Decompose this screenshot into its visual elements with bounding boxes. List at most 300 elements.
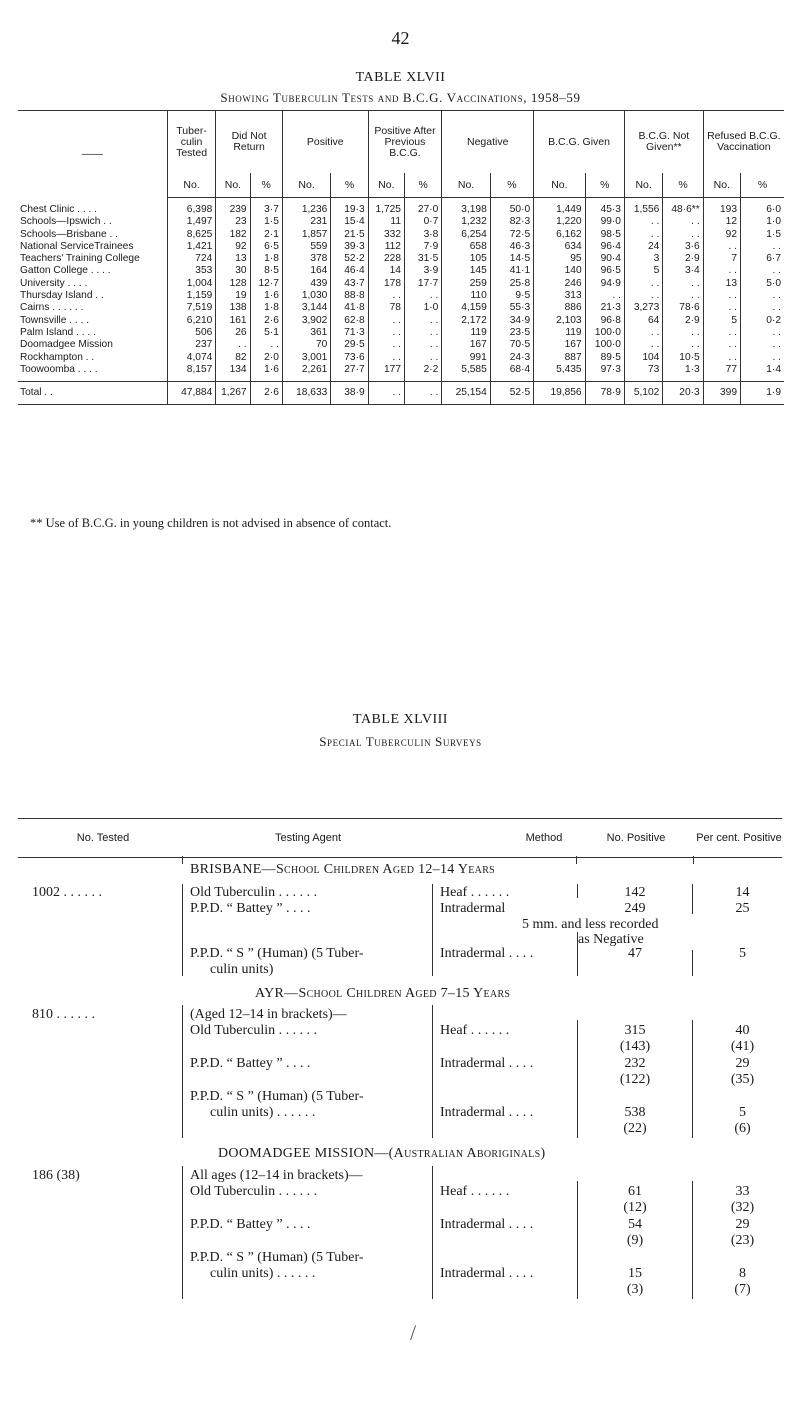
table-cell: 99·0 [585,216,624,228]
table-cell: 70·5 [490,339,533,351]
table-cell: 82 [216,352,250,364]
s1-agent-3a: P.P.D. “ S ” (Human) (5 Tuber- [190,946,364,961]
table-cell: 246 [534,278,585,290]
sub-header: No. [624,173,662,198]
table-cell: 25·8 [490,278,533,290]
s2-agent-3a: P.P.D. “ S ” (Human) (5 Tuber- [190,1089,364,1104]
table-cell: 19 [216,290,250,302]
table-cell: 2·2 [404,364,441,382]
s2-pos-1: 315 [624,1023,646,1038]
s2-agent-3b: culin units) . . . . . . [210,1105,316,1120]
table-cell: 12·7 [250,278,282,290]
row-label: Palm Island . . . . [20,326,96,338]
table-cell: 1·8 [250,253,282,265]
table-cell: 6,398 [167,198,215,217]
table-cell: 178 [368,278,404,290]
table-cell: 92 [216,241,250,253]
table-48-title: TABLE XLVIII [353,712,448,727]
s2-pos-1-bracket: (143) [619,1039,651,1054]
s3-pos-2-bracket: (9) [626,1233,644,1248]
sub-header: No. [442,173,490,198]
table-cell: 96·8 [585,315,624,327]
table-cell: 1,220 [534,216,585,228]
table-cell: . . [741,290,785,302]
header-method: Method [525,831,563,844]
table-cell: . . [703,339,740,351]
table-cell: 52·5 [490,382,533,405]
table-cell: 237 [167,339,215,351]
col-header-refused: Refused B.C.G. Vaccination [703,111,784,174]
table-cell: 6,210 [167,315,215,327]
s3-method-3: Intradermal . . . . [440,1266,534,1281]
table-cell: 399 [703,382,740,405]
table-cell: 96·5 [585,265,624,277]
table-cell: . . [703,290,740,302]
row-label: Schools—Ipswich . . [20,216,112,228]
table-cell: 24 [624,241,662,253]
s1-no-tested: 1002 . . . . . . [32,885,102,900]
table-cell: . . [624,216,662,228]
table-cell: 48·6** [663,198,703,217]
table-cell: 34·9 [490,315,533,327]
table-cell: . . [585,290,624,302]
table-cell: . . [624,229,662,241]
rule [692,884,693,914]
table-cell: 3,001 [282,352,330,364]
row-label: Schools—Brisbane . . [20,228,118,240]
s3-agent-2: P.P.D. “ Battey ” . . . . [190,1217,311,1232]
table-cell: 27·7 [331,364,368,382]
s2-method-3: Intradermal . . . . [440,1105,534,1120]
table-cell: 19·3 [331,198,368,217]
table-cell: 13 [703,278,740,290]
table-cell: . . [404,352,441,364]
table-cell: 167 [534,339,585,351]
table-row [18,253,784,265]
table-cell: 1,267 [216,382,250,405]
table-cell: 12 [703,216,740,228]
s1-method-1: Heaf . . . . . . [440,885,510,900]
table-cell: 1,421 [167,241,215,253]
table-cell: 3 [624,253,662,265]
table-cell: 5,585 [442,364,490,382]
section-title-main: BRISBANE— [190,862,276,877]
table-cell: . . [404,382,441,405]
table-cell: 119 [442,327,490,339]
table-47-subtitle: Showing Tuberculin Tests and B.C.G. Vaccinations, 1958–59 [220,90,581,105]
table-cell: 134 [216,364,250,382]
table-cell: 23·5 [490,327,533,339]
col-header-positive: Positive [282,111,368,174]
table-cell: 658 [442,241,490,253]
table-row [18,278,784,290]
table-row [18,229,784,241]
table-cell: 119 [534,327,585,339]
header-no-tested: No. Tested [76,831,130,844]
s2-pct-3: 5 [739,1105,746,1120]
s3-no-tested: 186 (38) [32,1168,80,1183]
table-cell: 52·2 [331,253,368,265]
table-cell: 96·4 [585,241,624,253]
header-testing-agent: Testing Agent [274,831,342,844]
table-cell: 55·3 [490,302,533,314]
table-cell: 20·3 [663,382,703,405]
s2-pos-2: 232 [624,1056,646,1071]
stub-header: —— [18,111,167,198]
table-cell: 21·5 [331,229,368,241]
table-cell: 100·0 [585,327,624,339]
table-cell: 31·5 [404,253,441,265]
table-cell: 68·4 [490,364,533,382]
table-cell: 47,884 [167,382,215,405]
s3-pct-2: 29 [735,1217,750,1232]
table-cell: 1,725 [368,198,404,217]
table-cell: 3,273 [624,302,662,314]
s2-pct-2-bracket: (35) [730,1072,755,1087]
table-cell: 29·5 [331,339,368,351]
table-47-header-row [18,111,784,174]
table-cell: . . [663,216,703,228]
total-row [18,382,784,405]
table-cell: 45·3 [585,198,624,217]
s2-pct-3-bracket: (6) [734,1121,751,1136]
s1-agent-1: Old Tuberculin . . . . . . [190,885,318,900]
table-cell: 98·5 [585,229,624,241]
table-cell: . . [216,339,250,351]
table-cell: . . [404,327,441,339]
s3-agent-3b: culin units) . . . . . . [210,1266,316,1281]
s1-pos-3: 47 [628,946,642,961]
rule [692,1020,693,1138]
table-cell: 313 [534,290,585,302]
table-cell: 112 [368,241,404,253]
table-cell: 7·9 [404,241,441,253]
table-cell: 228 [368,253,404,265]
table-cell: 46·3 [490,241,533,253]
s3-pos-3-bracket: (3) [626,1282,644,1297]
sub-header: % [490,173,533,198]
row-label: University . . . . [20,277,88,289]
table-row [18,302,784,314]
row-label: Toowoomba . . . . [20,363,98,375]
table-cell: 78 [368,302,404,314]
table-cell: 82·3 [490,216,533,228]
table-cell: 72·5 [490,229,533,241]
table-cell: 3,144 [282,302,330,314]
table-cell: . . [624,339,662,351]
table-cell: 10·5 [663,352,703,364]
table-cell: 5·1 [250,327,282,339]
s1-agent-2: P.P.D. “ Battey ” . . . . [190,901,311,916]
s1-note-1: 5 mm. and less recorded [522,917,659,932]
table-cell: 78·6 [663,302,703,314]
table-cell: 11 [368,216,404,228]
table-cell: 361 [282,327,330,339]
table-cell: . . [663,278,703,290]
table-cell: 6·5 [250,241,282,253]
rule [576,856,577,864]
rule [577,884,578,898]
row-label: Doomadgee Mission [20,339,113,351]
table-cell: . . [624,290,662,302]
table-cell: 138 [216,302,250,314]
table-cell: 724 [167,253,215,265]
s3-pct-1-bracket: (32) [730,1200,755,1215]
table-cell: 259 [442,278,490,290]
table-cell: 1,449 [534,198,585,217]
s2-agent-1: Old Tuberculin . . . . . . [190,1023,318,1038]
table-cell: 73 [624,364,662,382]
table-cell: 19,856 [534,382,585,405]
table-cell: 7 [703,253,740,265]
table-cell: 161 [216,315,250,327]
table-cell: 41·1 [490,265,533,277]
table-cell: 14·5 [490,253,533,265]
table-cell: 128 [216,278,250,290]
table-cell: 38·9 [331,382,368,405]
section-title-main: AYR— [255,986,299,1001]
table-cell: 1,159 [167,290,215,302]
s3-pct-3: 8 [739,1266,746,1281]
table-cell: 70 [282,339,330,351]
rule [432,884,433,976]
table-cell: 71·3 [331,327,368,339]
table-cell: 1·8 [250,302,282,314]
table-cell: . . [741,265,785,277]
rule [432,1166,433,1299]
table-cell: 0·7 [404,216,441,228]
s1-method-2: Intradermal [440,901,506,916]
header-per-cent-positive: Per cent. Positive [696,831,782,844]
table-cell: 97·3 [585,364,624,382]
table-cell: 1·3 [663,364,703,382]
s1-pct-3: 5 [739,946,746,961]
table-cell: . . [703,241,740,253]
table-cell: 14 [368,265,404,277]
table-cell: . . [663,229,703,241]
table-cell: 8,625 [167,229,215,241]
section-title-sc: Australian Aboriginals [393,1146,541,1161]
table-cell: 5·0 [741,278,785,290]
table-cell: 1·6 [250,290,282,302]
table-cell: 3·4 [663,265,703,277]
table-cell: 88·8 [331,290,368,302]
rule [432,1005,433,1138]
table-cell: 24·3 [490,352,533,364]
table-row [18,241,784,253]
sub-header: % [741,173,785,198]
table-cell: . . [404,290,441,302]
table-cell: 4,074 [167,352,215,364]
table-cell: 559 [282,241,330,253]
sub-header: % [331,173,368,198]
table-cell: 100·0 [585,339,624,351]
sub-header: No. [216,173,250,198]
table-cell: 1·0 [404,302,441,314]
table-cell: 231 [282,216,330,228]
rule [692,1181,693,1299]
rule [182,884,183,976]
s3-agent-3a: P.P.D. “ S ” (Human) (5 Tuber- [190,1250,364,1265]
table-cell: 886 [534,302,585,314]
table-cell: 164 [282,265,330,277]
table-cell: 95 [534,253,585,265]
table-cell: 5 [624,265,662,277]
table-cell: . . [368,382,404,405]
table-cell: 3·6 [663,241,703,253]
s1-pos-1: 142 [624,885,646,900]
section-brisbane-title [190,862,495,878]
table-cell: 94·9 [585,278,624,290]
row-label: Teachers' Training College [20,253,140,265]
s2-pct-2: 29 [735,1056,750,1071]
header-no-positive: No. Positive [606,831,666,844]
table-cell: 64 [624,315,662,327]
table-cell: . . [741,241,785,253]
table-cell: 77 [703,364,740,382]
table-cell: . . [368,339,404,351]
table-cell: 0·2 [741,315,785,327]
table-cell: 92 [703,229,740,241]
row-label: Gatton College . . . . [20,265,111,277]
table-row [18,290,784,302]
table-row [18,364,784,382]
table-cell: 506 [167,327,215,339]
table-cell: 25,154 [442,382,490,405]
table-47 [18,110,784,405]
s2-pct-1: 40 [735,1023,750,1038]
table-cell: 182 [216,229,250,241]
table-cell: 27·0 [404,198,441,217]
s2-pos-2-bracket: (122) [619,1072,651,1087]
section-title-main: DOOMADGEE MISSION—( [218,1146,394,1161]
table-cell: 13 [216,253,250,265]
section-title-sc: School Children Aged 7–15 Years [298,986,511,1001]
table-cell: 50·0 [490,198,533,217]
table-cell: . . [703,302,740,314]
s1-pct-1: 14 [735,885,750,900]
table-cell: 2·6 [250,315,282,327]
table-cell: 2·9 [663,315,703,327]
table-cell: 1,236 [282,198,330,217]
table-cell: 46·4 [331,265,368,277]
row-label: Townsville . . . . [20,314,90,326]
section-doomadgee-title [218,1146,545,1162]
s3-pct-1: 33 [735,1184,750,1199]
table-row [18,339,784,351]
table-cell: 15·4 [331,216,368,228]
table-cell: 2·1 [250,229,282,241]
table-cell: 1,004 [167,278,215,290]
table-47-footnote: ** Use of B.C.G. in young children is not advised in absence of contact. [30,516,392,530]
section-title-end: ) [540,1146,546,1161]
table-cell: . . [663,327,703,339]
table-cell: . . [368,352,404,364]
table-cell: 73·6 [331,352,368,364]
col-header-bcg-not-given: B.C.G. Not Given** [624,111,703,174]
table-cell: . . [368,327,404,339]
s2-method-2: Intradermal . . . . [440,1056,534,1071]
rule [693,856,694,864]
table-cell: . . [624,327,662,339]
table-cell: 1·4 [741,364,785,382]
s2-pos-3: 538 [624,1105,646,1120]
table-cell: 1·9 [741,382,785,405]
table-cell: 2·6 [250,382,282,405]
table-cell: 1,497 [167,216,215,228]
table-cell: 239 [216,198,250,217]
table-cell: 105 [442,253,490,265]
s2-intro: (Aged 12–14 in brackets)— [190,1007,347,1022]
table-cell: 17·7 [404,278,441,290]
table-cell: 1,030 [282,290,330,302]
table-cell: 39·3 [331,241,368,253]
s2-method-1: Heaf . . . . . . [440,1023,510,1038]
table-cell: 353 [167,265,215,277]
table-cell: 3·9 [404,265,441,277]
row-label: Total . . [18,382,167,405]
sub-header: % [404,173,441,198]
table-row [18,265,784,277]
table-cell: 4,159 [442,302,490,314]
table-47-body [18,198,784,405]
table-cell: . . [741,302,785,314]
sub-header: % [250,173,282,198]
table-cell: 3·8 [404,229,441,241]
page-number: 42 [391,28,410,48]
row-label: Thursday Island . . [20,290,104,302]
table-cell: 6,162 [534,229,585,241]
table-cell: 1·6 [250,364,282,382]
table-cell: 110 [442,290,490,302]
row-label: Cairns . . . . . . [20,302,84,314]
s1-method-3: Intradermal . . . . [440,946,534,961]
sub-header: No. [368,173,404,198]
table-cell: 887 [534,352,585,364]
table-cell: . . [368,290,404,302]
table-cell: 89·5 [585,352,624,364]
s3-method-1: Heaf . . . . . . [440,1184,510,1199]
s3-pos-1: 61 [628,1184,642,1199]
table-cell: . . [741,352,785,364]
table-cell: 2·0 [250,352,282,364]
sub-header: No. [282,173,330,198]
table-cell: 991 [442,352,490,364]
table-cell: 2,261 [282,364,330,382]
table-48-header [18,818,782,858]
table-cell: 8·5 [250,265,282,277]
table-cell: 7,519 [167,302,215,314]
table-cell: . . [703,265,740,277]
rule [577,1181,578,1299]
s1-note-2: as Negative [578,932,644,947]
section-ayr-title [255,986,510,1002]
table-cell: 1·0 [741,216,785,228]
table-cell: 104 [624,352,662,364]
sub-header: % [663,173,703,198]
row-label: National ServiceTrainees [20,240,134,252]
table-cell: . . [368,315,404,327]
row-label: Rockhampton . . [20,351,95,363]
table-cell: . . [703,352,740,364]
table-cell: 6·0 [741,198,785,217]
table-cell: . . [404,315,441,327]
table-cell: 2,103 [534,315,585,327]
s3-pos-1-bracket: (12) [623,1200,647,1215]
table-row [18,327,784,339]
table-cell: 439 [282,278,330,290]
section-title-sc: School Children Aged 12–14 Years [275,862,496,877]
